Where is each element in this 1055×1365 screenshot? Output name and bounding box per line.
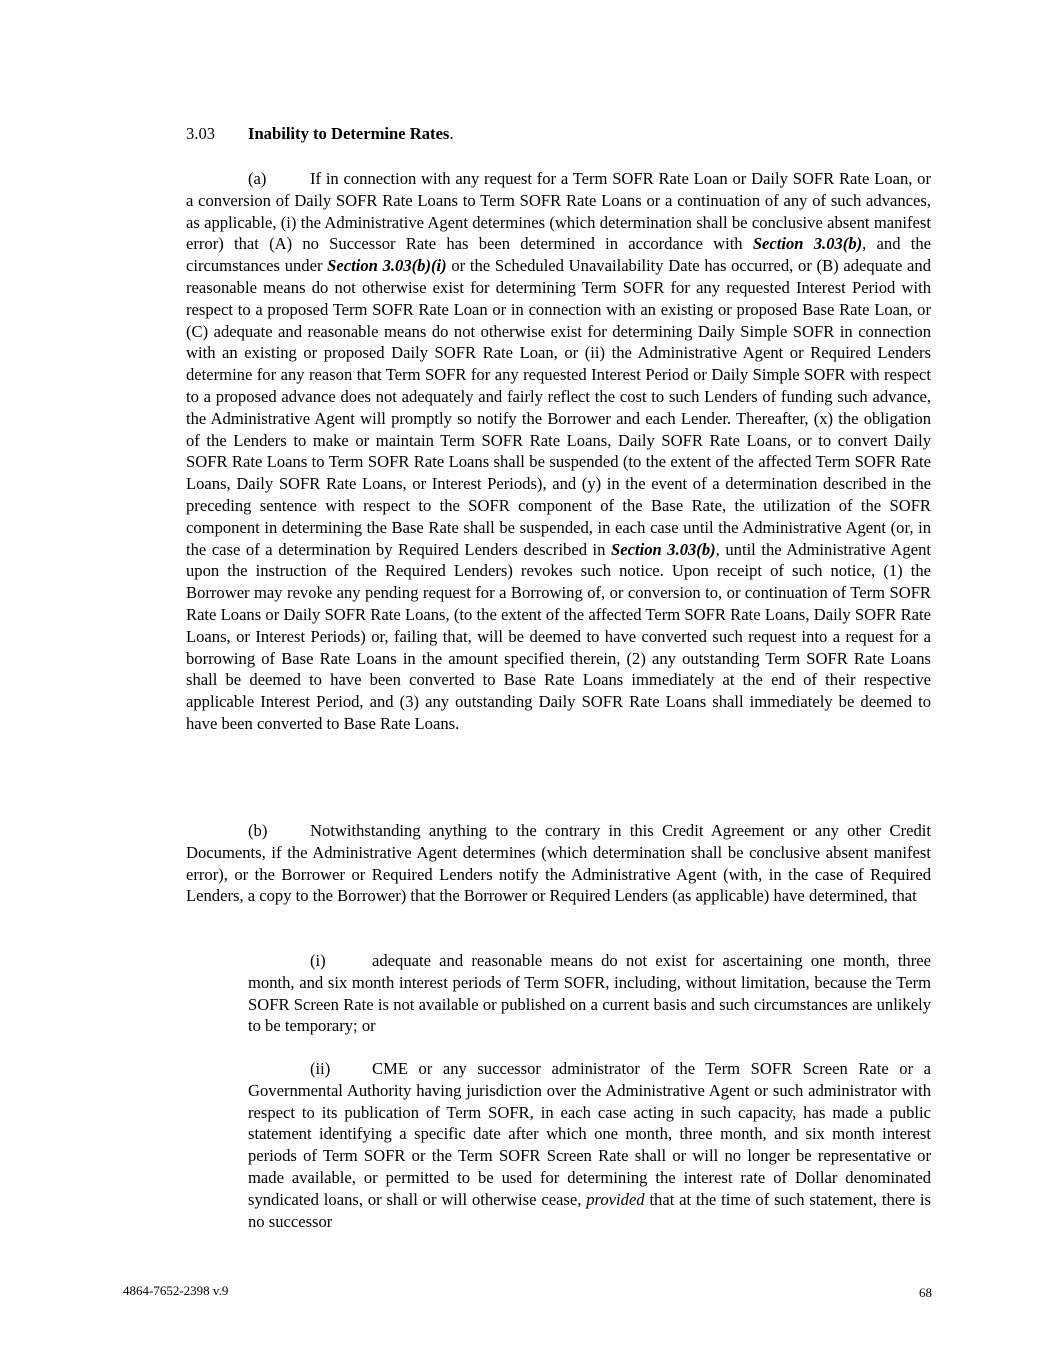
provided-term: provided bbox=[586, 1189, 645, 1209]
paragraph-a-text-2: , and the circumstances under bbox=[186, 234, 931, 276]
paragraph-ii-text-2: that at the time of such statement, there is no successor bbox=[248, 1189, 931, 1231]
paragraph-a-text-1: If in connection with any request for a Term SOFR Rate Loan or Daily SOFR Rate Loan, or a conversion of Daily SOFR Rate Loans to Term SOFR Rate Loans or a continuation of any of such advances, as applicable, (i) the Administrative Agent determines (which determination shall be conclusive absent manifest error) that (A) no Successor Rate has been determined in accordance with bbox=[186, 169, 931, 254]
paragraph-ii-label: (ii) bbox=[310, 1059, 331, 1078]
page-number: 68 bbox=[919, 1285, 932, 1300]
section-reference: Section 3.03(b) bbox=[752, 234, 863, 254]
paragraph-i bbox=[248, 950, 931, 1037]
paragraph-b bbox=[186, 820, 931, 907]
section-heading bbox=[186, 123, 454, 145]
section-reference: Section 3.03(b) bbox=[611, 539, 716, 559]
paragraph-a bbox=[186, 168, 931, 735]
section-reference: Section 3.03(b)(i) bbox=[327, 256, 447, 276]
section-number: 3.03 bbox=[186, 124, 216, 143]
paragraph-a-label: (a) bbox=[248, 169, 267, 188]
section-title-punct: . bbox=[449, 124, 454, 143]
paragraph-ii-text-1: CME or any successor administrator of the Term SOFR Screen Rate or a Governmental Authority having jurisdiction over the Administrative Agent or such administrator with respect to its publication of Term SOFR, in each case acting in such capacity, has made a public statement identifying a specific date after which one month, three month, and six month interest periods of Term SOFR or the Term SOFR Screen Rate shall or will no longer be representative or made available, or permitted to be used for determining the interest rate of Dollar denominated syndicated loans, or shall or will otherwise cease, bbox=[248, 1059, 931, 1209]
paragraph-a-text-3: or the Scheduled Unavailability Date has occurred, or (B) adequate and reasonable means do not otherwise exist for determining Term SOFR for any requested Interest Period with respect to a proposed Term SOFR Rate Loan or in connection with an existing or proposed Base Rate Loan, or (C) adequate and reasonable means do not otherwise exist for determining Daily Simple SOFR in connection with an existing or proposed Daily SOFR Rate Loan, or (ii) the Administrative Agent or Required Lenders determine for any reason that Term SOFR for any requested Interest Period or Daily Simple SOFR with respect to a proposed advance does not adequately and fairly reflect the cost to such Lenders of funding such advance, the Administrative Agent will promptly so notify the Borrower and each Lender. Thereafter, (x) the obligation of the Lenders to make or maintain Term SOFR Rate Loans, Daily SOFR Rate Loans, or to convert Daily SOFR Rate Loans to Term SOFR Rate Loans shall be suspended (to the extent of the affected Term SOFR Rate Loans, Daily SOFR Rate Loans, or Interest Periods), and (y) in the event of a determination described in the preceding sentence with respect to the SOFR component of the Base Rate, the utilization of the SOFR component in determining the Base Rate shall be suspended, in each case until the Administrative Agent (or, in the case of a determination by Required Lenders described in bbox=[186, 256, 931, 559]
paragraph-ii bbox=[248, 1058, 931, 1232]
section-title: Inability to Determine Rates bbox=[248, 124, 450, 143]
paragraph-i-text: adequate and reasonable means do not exist for ascertaining one month, three month, and six month interest periods of Term SOFR, including, without limitation, because the Term SOFR Screen Rate is not available or published on a current basis and such circumstances are unlikely to be temporary; or bbox=[248, 951, 931, 1036]
document-id: 4864-7652-2398 v.9 bbox=[123, 1283, 229, 1298]
paragraph-a-text-4: , until the Administrative Agent upon the instruction of the Required Lenders) revokes such notice. Upon receipt of such notice, (1) the Borrower may revoke any pending request for a Borrowing of, or conversion to, or continuation of Term SOFR Rate Loans or Daily SOFR Rate Loans, (to the extent of the affected Term SOFR Rate Loans, Daily SOFR Rate Loans, or Interest Periods) or, failing that, will be deemed to have converted such request into a request for a borrowing of Base Rate Loans in the amount specified therein, (2) any outstanding Term SOFR Rate Loans shall be deemed to have been converted to Base Rate Loans immediately at the end of their respective applicable Interest Period, and (3) any outstanding Daily SOFR Rate Loans shall immediately be deemed to have been converted to Base Rate Loans. bbox=[186, 539, 931, 733]
paragraph-b-label: (b) bbox=[248, 821, 268, 840]
paragraph-b-text: Notwithstanding anything to the contrary in this Credit Agreement or any other Credit Documents, if the Administrative Agent determines (which determination shall be conclusive absent manifest error), or the Borrower or Required Lenders notify the Administrative Agent (with, in the case of Required Lenders, a copy to the Borrower) that the Borrower or Required Lenders (as applicable) have determined, that bbox=[186, 821, 931, 906]
paragraph-i-label: (i) bbox=[310, 951, 326, 970]
